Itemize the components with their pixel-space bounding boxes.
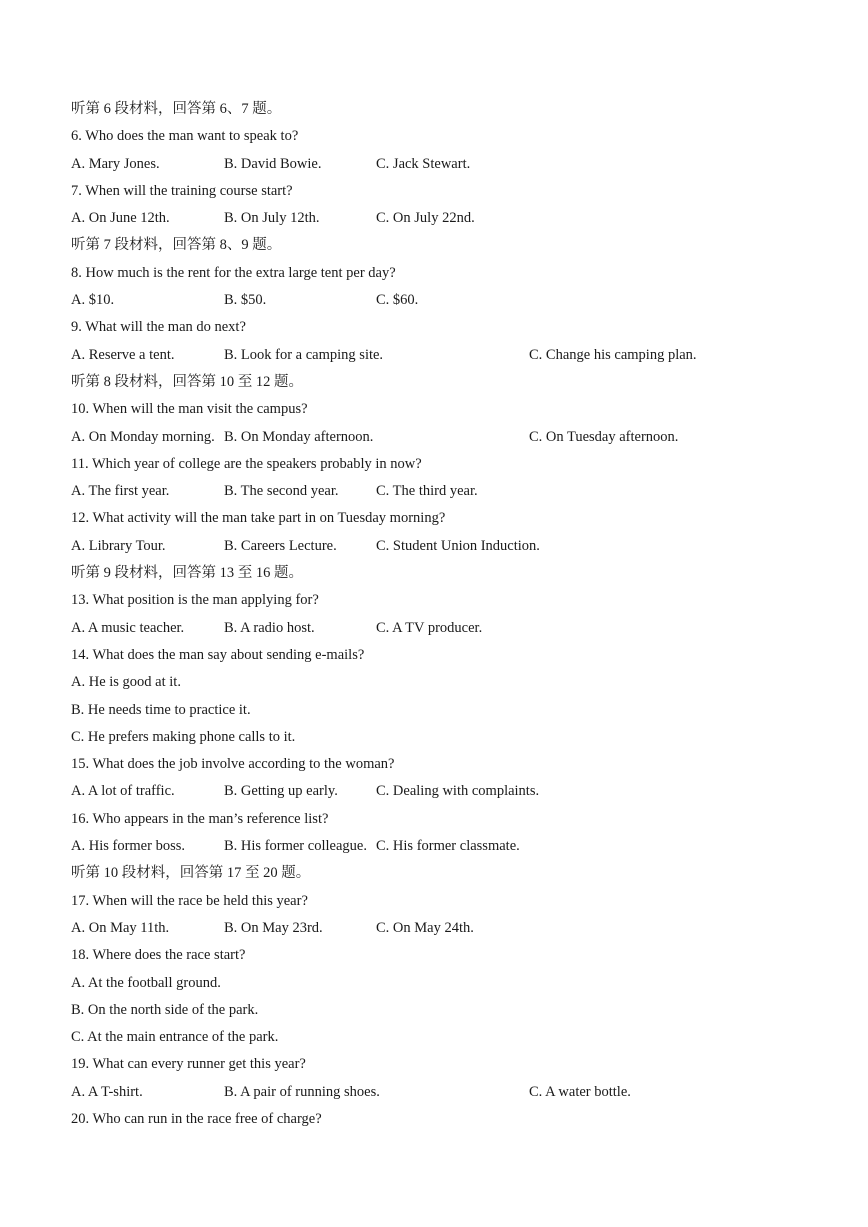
answer-option: C. On Tuesday afternoon. [529,428,679,445]
question-text: 12. What activity will the man take part in on Tuesday morning? [71,510,446,527]
question-text: 19. What can every runner get this year? [71,1056,306,1073]
answer-option: A. A music teacher. [71,619,185,636]
question-text: 8. How much is the rent for the extra large tent per day? [71,264,396,281]
answer-option: C. Change his camping plan. [529,346,697,363]
answer-option: A. Mary Jones. [71,155,160,172]
options-row [71,478,831,505]
options-row [71,533,831,560]
question-text: 15. What does the job involve according to the woman? [71,756,395,773]
options-row [71,424,831,451]
answer-option: C. A water bottle. [529,1083,631,1100]
answer-option: C. The third year. [376,483,478,500]
options-row [71,287,831,314]
answer-option: B. $50. [224,292,267,309]
answer-option: A. He is good at it. [71,674,181,691]
section-instruction: 听第 9 段材料，回答第 13 至 16 题。 [71,565,303,582]
answer-option: B. Look for a camping site. [224,346,384,363]
answer-option: A. The first year. [71,483,170,500]
question-text: 11. Which year of college are the speakers probably in now? [71,455,422,472]
answer-option: B. A pair of running shoes. [224,1083,380,1100]
answer-option: C. His former classmate. [376,838,520,855]
options-row [71,205,831,232]
answer-option: B. His former colleague. [224,838,367,855]
question-text: 18. Where does the race start? [71,947,246,964]
options-row [71,778,831,805]
answer-option: C. A TV producer. [376,619,483,636]
answer-option: C. On July 22nd. [376,210,475,227]
answer-option: C. He prefers making phone calls to it. [71,728,296,745]
answer-option: C. Dealing with complaints. [376,783,540,800]
answer-option: A. His former boss. [71,838,185,855]
options-row [71,833,831,860]
options-row [71,151,831,178]
answer-option: C. Jack Stewart. [376,155,471,172]
options-row [71,915,831,942]
answer-option: A. On June 12th. [71,210,170,227]
listening-section [71,96,831,1133]
answer-option: B. The second year. [224,483,339,500]
question-text: 7. When will the training course start? [71,182,293,199]
answer-option: B. A radio host. [224,619,315,636]
answer-option: A. $10. [71,292,115,309]
options-row [71,342,831,369]
answer-option: B. David Bowie. [224,155,322,172]
question-text: 16. Who appears in the man’s reference list? [71,810,329,827]
answer-option: C. On May 24th. [376,919,474,936]
answer-option: B. On the north side of the park. [71,1001,259,1018]
answer-option: B. On May 23rd. [224,919,323,936]
question-text: 17. When will the race be held this year? [71,892,308,909]
section-instruction: 听第 10 段材料，回答第 17 至 20 题。 [71,865,311,882]
answer-option: C. Student Union Induction. [376,537,540,554]
question-text: 10. When will the man visit the campus? [71,401,308,418]
answer-option: B. Getting up early. [224,783,338,800]
answer-option: C. $60. [376,292,419,309]
answer-option: A. On May 11th. [71,919,170,936]
question-text: 6. Who does the man want to speak to? [71,128,299,145]
answer-option: B. On Monday afternoon. [224,428,374,445]
section-instruction: 听第 8 段材料，回答第 10 至 12 题。 [71,373,303,390]
answer-option: B. Careers Lecture. [224,537,337,554]
options-row [71,1079,831,1106]
answer-option: A. At the football ground. [71,974,221,991]
options-row [71,615,831,642]
question-text: 20. Who can run in the race free of charge? [71,1110,322,1127]
answer-option: A. Reserve a tent. [71,346,175,363]
answer-option: A. A T-shirt. [71,1083,143,1100]
question-text: 14. What does the man say about sending e-mails? [71,646,365,663]
question-text: 13. What position is the man applying for? [71,592,319,609]
answer-option: A. On Monday morning. [71,428,215,445]
answer-option: B. He needs time to practice it. [71,701,251,718]
question-text: 9. What will the man do next? [71,319,246,336]
section-instruction: 听第 7 段材料，回答第 8、9 题。 [71,237,282,254]
answer-option: C. At the main entrance of the park. [71,1029,279,1046]
answer-option: A. Library Tour. [71,537,166,554]
answer-option: A. A lot of traffic. [71,783,175,800]
section-instruction: 听第 6 段材料，回答第 6、7 题。 [71,101,282,117]
answer-option: B. On July 12th. [224,210,320,227]
